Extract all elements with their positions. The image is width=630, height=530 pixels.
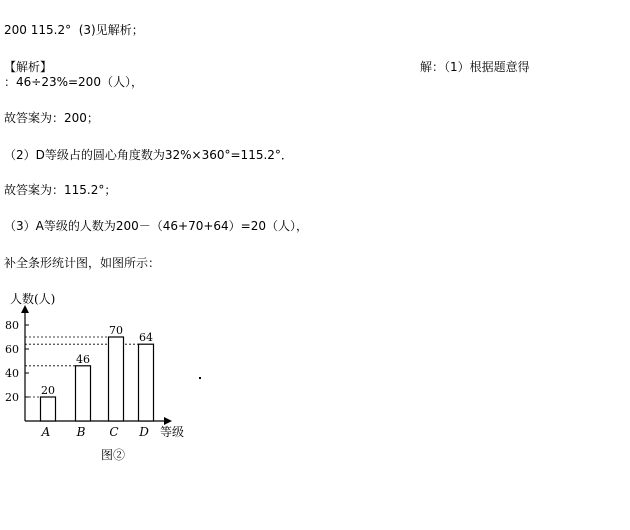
answer-total: 故答案为：200； <box>4 111 99 125</box>
x-tick-label: A <box>41 425 51 439</box>
calc-total: ：46÷23%=200（人）， <box>4 75 143 89</box>
solution-intro: 解：（1）根据题意得 <box>420 60 530 74</box>
data-label: 70 <box>109 324 123 337</box>
x-tick-label: C <box>109 425 119 439</box>
chart-caption: 图② <box>101 448 126 462</box>
x-axis-arrow <box>164 417 172 425</box>
y-axis-label: 人数(人) <box>10 292 56 306</box>
x-tick-label: D <box>139 425 149 439</box>
chart-labels <box>5 291 184 462</box>
y-tick-label: 60 <box>5 343 19 356</box>
bar-C <box>109 337 124 421</box>
answer-line: 200 115.2° (3)见解析； <box>4 23 144 37</box>
y-tick-label: 20 <box>5 391 19 404</box>
bar-chart <box>0 285 240 470</box>
calc-grade-a: （3）A等级的人数为200－（46+70+64）=20（人）， <box>4 219 308 233</box>
bar-B <box>76 366 91 421</box>
y-axis-arrow <box>21 305 29 313</box>
calc-angle: （2）D等级占的圆心角度数为32%×360°=115.2°． <box>4 148 293 162</box>
data-label: 20 <box>41 384 55 397</box>
chart-intro: 补全条形统计图，如图所示： <box>4 256 161 270</box>
bar-A <box>41 397 56 421</box>
bar-D <box>139 344 154 421</box>
x-axis-label: 等级 <box>160 425 185 439</box>
bars <box>41 337 154 421</box>
data-label: 64 <box>139 331 153 345</box>
analysis-heading: 【解析】 <box>4 60 53 74</box>
y-tick-label: 40 <box>5 367 19 380</box>
x-tick-label: B <box>76 425 86 439</box>
y-tick-label: 80 <box>5 319 19 332</box>
data-label: 46 <box>76 352 90 366</box>
answer-angle: 故答案为：115.2°； <box>4 183 117 197</box>
stray-dot <box>199 377 201 379</box>
